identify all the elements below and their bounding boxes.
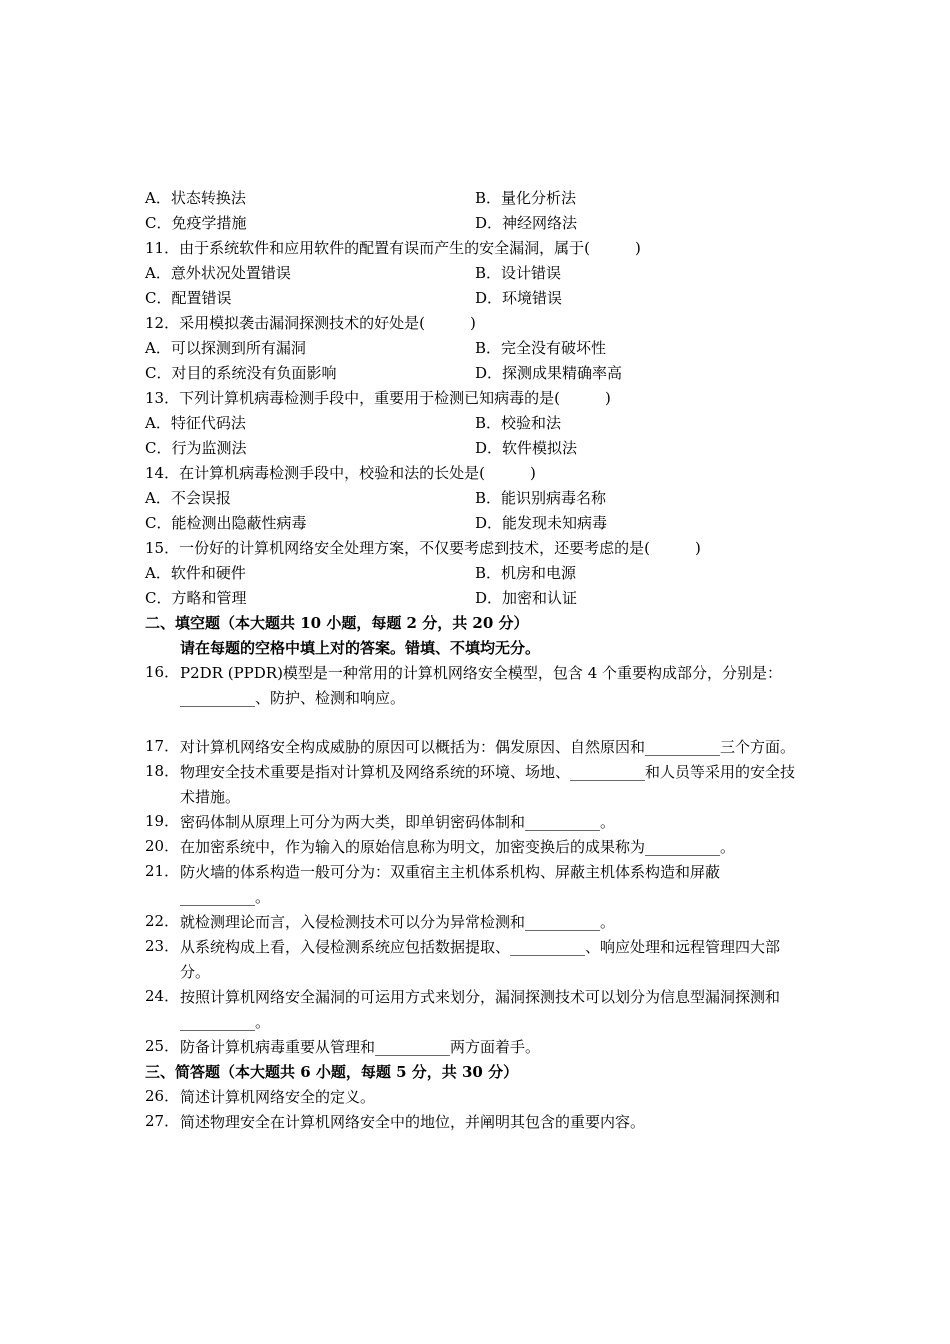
question-text: 防备计算机病毒重要从管理和__________两方面着手。 (180, 1038, 541, 1056)
question-text: 物理安全技术重要是指对计算机及网络系统的环境、场地、__________和人员等采用的安全技术措施。 (180, 763, 796, 806)
fill-question-23 (145, 935, 807, 985)
q12-option-b: B．完全没有破坏性 (475, 339, 607, 357)
fill-question-22 (145, 910, 807, 935)
q12-options-row-2 (145, 361, 807, 386)
question-text: 防火墙的体系构造一般可分为：双重宿主主机体系机构、屏蔽主机体系构造和屏蔽__________。 (180, 863, 721, 906)
section-3-title: 三、简答题（本大题共 6 小题，每题 5 分，共 30 分） (145, 1063, 519, 1081)
section-2-instruction: 请在每题的空格中填上对的答案。错填、不填均无分。 (180, 639, 541, 657)
question-number: 21． (145, 862, 180, 880)
short-question-26 (145, 1085, 807, 1110)
q11-option-b: B．设计错误 (475, 264, 562, 282)
fill-question-20 (145, 835, 807, 860)
q11-option-d: D．环境错误 (475, 289, 563, 307)
q12-stem: 12．采用模拟袭击漏洞探测技术的好处是( ) (145, 314, 476, 332)
q10-option-a: A．状态转换法 (145, 189, 246, 207)
fill-question-25 (145, 1035, 807, 1060)
question-text: 就检测理论而言，入侵检测技术可以分为异常检测和__________。 (180, 913, 616, 931)
fill-question-17 (145, 735, 807, 760)
q10-options-row-2 (145, 211, 807, 236)
question-number: 26． (145, 1087, 180, 1105)
question-number: 24． (145, 987, 180, 1005)
q14-stem: 14．在计算机病毒检测手段中，校验和法的长处是( ) (145, 464, 536, 482)
q14-option-d: D．能发现未知病毒 (475, 514, 608, 532)
q15-options-row-2 (145, 586, 807, 611)
q13-options-row-2 (145, 436, 807, 461)
question-number: 25． (145, 1037, 180, 1055)
q15-option-d: D．加密和认证 (475, 589, 578, 607)
question-number: 22． (145, 912, 180, 930)
question-text: P2DR (PPDR)模型是一种常用的计算机网络安全模型，包含 4 个重要构成部分，分别是：__________、防护、检测和响应。 (180, 664, 783, 707)
q14-options-row-2 (145, 511, 807, 536)
question-text: 密码体制从原理上可分为两大类，即单钥密码体制和__________。 (180, 813, 616, 831)
section-2-title: 二、填空题（本大题共 10 小题，每题 2 分，共 20 分） (145, 614, 529, 632)
question-text: 在加密系统中，作为输入的原始信息称为明文，加密变换后的成果称为__________。 (180, 838, 736, 856)
q14-option-b: B．能识别病毒名称 (475, 489, 607, 507)
question-text: 对计算机网络安全构成威胁的原因可以概括为：偶发原因、自然原因和__________三个方面。 (180, 738, 796, 756)
q12-options-row-1 (145, 336, 807, 361)
q13-option-a: A．特征代码法 (145, 414, 246, 432)
q11-options-row-1 (145, 261, 807, 286)
short-question-27 (145, 1110, 807, 1135)
question-number: 23． (145, 937, 180, 955)
q15-stem: 15．一份好的计算机网络安全处理方案，不仅要考虑到技术，还要考虑的是( ) (145, 539, 701, 557)
q13-option-c: C．行为监测法 (145, 439, 247, 457)
q15-option-c: C．方略和管理 (145, 589, 247, 607)
q14-option-c: C．能检测出隐蔽性病毒 (145, 514, 307, 532)
q10-options-row-1 (145, 186, 807, 211)
exam-content (145, 186, 807, 1135)
question-number: 27． (145, 1112, 180, 1130)
q11-stem: 11．由于系统软件和应用软件的配置有误而产生的安全漏洞，属于( ) (145, 239, 641, 257)
question-text: 简述计算机网络安全的定义。 (180, 1088, 376, 1106)
q11-option-c: C．配置错误 (145, 289, 232, 307)
q12-option-a: A．可以探测到所有漏洞 (145, 339, 306, 357)
q11-option-a: A．意外状况处置错误 (145, 264, 291, 282)
q14-option-a: A．不会误报 (145, 489, 231, 507)
question-number: 20． (145, 837, 180, 855)
q12-option-d: D．探测成果精确率高 (475, 364, 623, 382)
fill-question-18 (145, 760, 807, 810)
q15-options-row-1 (145, 561, 807, 586)
q13-option-d: D．软件模拟法 (475, 439, 578, 457)
q14-options-row-1 (145, 486, 807, 511)
fill-question-16 (145, 661, 807, 711)
q13-options-row-1 (145, 411, 807, 436)
question-number: 17． (145, 737, 180, 755)
question-number: 19． (145, 812, 180, 830)
question-text: 按照计算机网络安全漏洞的可运用方式来划分，漏洞探测技术可以划分为信息型漏洞探测和__________。 (180, 988, 781, 1031)
q12-option-c: C．对目的系统没有负面影响 (145, 364, 337, 382)
fill-question-24 (145, 985, 807, 1035)
fill-question-21 (145, 860, 807, 910)
q15-option-a: A．软件和硬件 (145, 564, 246, 582)
q13-option-b: B．校验和法 (475, 414, 562, 432)
q10-option-c: C．免疫学措施 (145, 214, 247, 232)
question-number: 18． (145, 762, 180, 780)
q11-options-row-2 (145, 286, 807, 311)
question-text: 从系统构成上看，入侵检测系统应包括数据提取、__________、响应处理和远程管理四大部分。 (180, 938, 781, 981)
spacer (145, 711, 807, 735)
q10-option-b: B．量化分析法 (475, 189, 577, 207)
fill-question-19 (145, 810, 807, 835)
question-text: 简述物理安全在计算机网络安全中的地位，并阐明其包含的重要内容。 (180, 1113, 646, 1131)
question-number: 16． (145, 663, 180, 681)
q10-option-d: D．神经网络法 (475, 214, 578, 232)
q13-stem: 13．下列计算机病毒检测手段中，重要用于检测已知病毒的是( ) (145, 389, 611, 407)
q15-option-b: B．机房和电源 (475, 564, 577, 582)
